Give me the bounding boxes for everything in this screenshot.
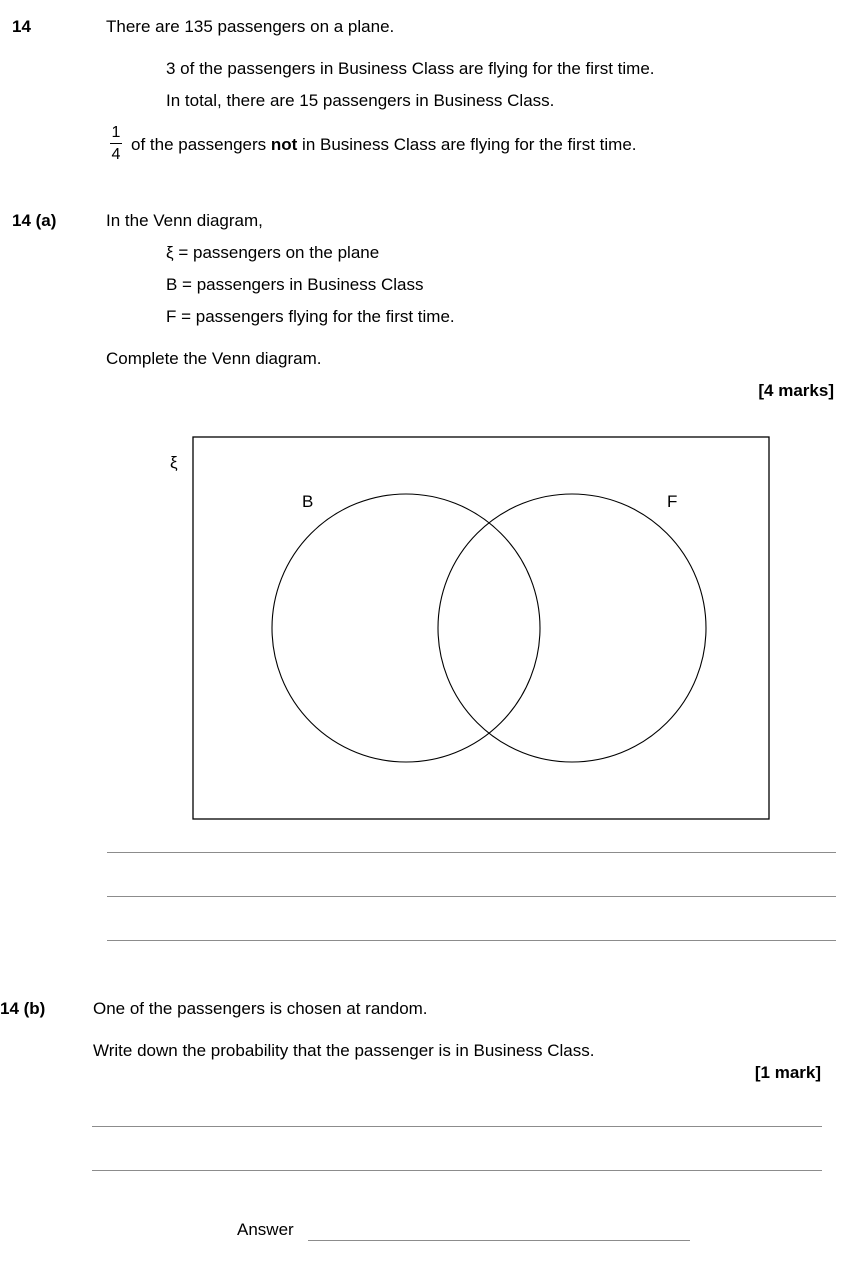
part-a-intro: In the Venn diagram, (106, 211, 263, 230)
universal-set-symbol: ξ (170, 453, 178, 472)
fraction-numerator: 1 (111, 124, 121, 141)
part-a-label: 14 (a) (12, 211, 57, 230)
working-line[interactable] (92, 1170, 822, 1171)
fraction-denominator: 4 (111, 146, 121, 163)
part-b-prompt: One of the passengers is chosen at random. (93, 999, 428, 1018)
answer-line[interactable] (308, 1240, 690, 1241)
part-a-instruction: Complete the Venn diagram. (106, 349, 322, 368)
part-b-question: Write down the probability that the passenger is in Business Class. (93, 1041, 595, 1060)
answer-label: Answer (237, 1220, 294, 1239)
definition-universal-set: ξ = passengers on the plane (166, 243, 380, 262)
set-b-circle[interactable] (272, 494, 540, 762)
working-line[interactable] (107, 852, 836, 853)
fact-business-total: In total, there are 15 passengers in Business Class. (166, 91, 555, 110)
fact-business-first-time: 3 of the passengers in Business Class are flying for the first time. (166, 59, 655, 78)
working-line[interactable] (92, 1126, 822, 1127)
working-line[interactable] (107, 896, 836, 897)
part-a-marks: [4 marks] (758, 381, 834, 400)
question-number: 14 (12, 17, 31, 36)
universal-set-rectangle (193, 437, 769, 819)
set-f-circle[interactable] (438, 494, 706, 762)
question-intro: There are 135 passengers on a plane. (106, 17, 395, 36)
set-b-label: B (302, 492, 314, 511)
fact3-bold-not: not (270, 135, 298, 154)
working-line[interactable] (107, 940, 836, 941)
part-b-label: 14 (b) (0, 999, 46, 1018)
definition-set-b: B = passengers in Business Class (166, 275, 424, 294)
fact3-post: in Business Class are flying for the first time. (297, 135, 637, 154)
definition-set-f: F = passengers flying for the first time. (166, 307, 455, 326)
fact3-pre: of the passengers (131, 135, 271, 154)
part-b-marks: [1 mark] (754, 1063, 821, 1082)
set-f-label: F (667, 492, 678, 511)
